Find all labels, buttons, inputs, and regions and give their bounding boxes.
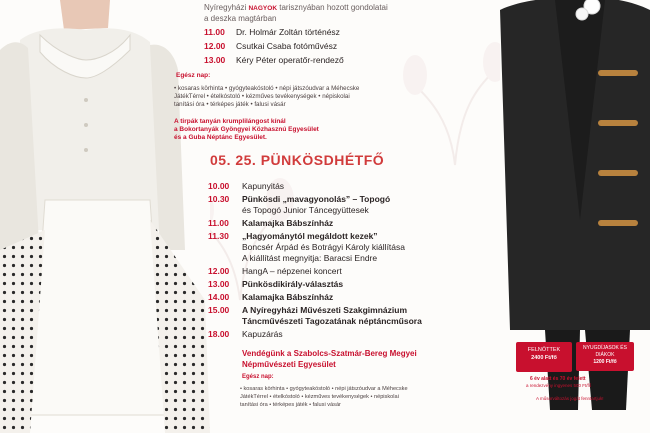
schedule-time: 11.30 bbox=[208, 231, 229, 241]
senior-label: NYUGDÍJASOK ÉS DIÁKOK bbox=[583, 345, 627, 358]
offer-line-3: és a Guba Néptánc Egyesület. bbox=[174, 134, 267, 141]
schedule-time: 18.00 bbox=[208, 329, 230, 339]
schedule-time: 11.00 bbox=[208, 218, 229, 228]
schedule-time: 13.00 bbox=[208, 279, 230, 289]
program-column bbox=[172, 0, 502, 433]
senior-price-badge bbox=[576, 342, 634, 371]
schedule-event-cont: Táncművészeti Tagozatának néptáncműsora bbox=[242, 316, 422, 326]
schedule-event-cont: és Topogó Junior Táncegyüttesek bbox=[242, 205, 369, 215]
allday-line-1c: tanítási óra • térképes játék • falusi vásár bbox=[174, 101, 286, 108]
schedule-time: 14.00 bbox=[208, 292, 230, 302]
top-event-2: Csutkai Csaba fotóművész bbox=[236, 41, 338, 51]
top-event-1: Dr. Holmár Zoltán történész bbox=[236, 27, 340, 37]
price-note-free: a rendezvény ingyenes 500 Ft/fő bbox=[526, 383, 592, 388]
allday-title-2: Egész nap: bbox=[242, 374, 274, 380]
offer-line-1: A tirpák tanyán krumplilángost kínál bbox=[174, 118, 286, 125]
top-time-1: 11.00 bbox=[204, 27, 225, 37]
schedule-time: 12.00 bbox=[208, 266, 230, 276]
allday-line-2b: JátékTérrel • ételkóstoló • kézműves tevékenységek • népiskolai bbox=[240, 394, 399, 400]
day-heading: 05. 25. PÜNKÖSDHÉTFŐ bbox=[210, 152, 385, 168]
price-box bbox=[516, 340, 634, 401]
offer-line-2: a Bokortanyák Gyöngyei Közhasznú Egyesület bbox=[174, 126, 319, 133]
schedule-event: Pünkösdi „mavagyonolás” – Topogó bbox=[242, 194, 391, 204]
price-note-age: 6 év alatt és 70 év felett bbox=[530, 376, 586, 382]
allday-line-1b: JátékTérrel • ételkóstoló • kézműves tevékenységek • népiskolai bbox=[174, 93, 350, 100]
schedule-event: Kalamajka Bábszínház bbox=[242, 218, 334, 228]
price-note-disclaimer: A műsorváltozás jogát fenntartjuk! bbox=[536, 396, 604, 401]
schedule-event: Kalamajka Bábszínház bbox=[242, 292, 334, 302]
allday-line-1a: • kosaras körhinta • gyógyteakóstoló • népi játszóudvar a Méhecske bbox=[174, 85, 360, 92]
adult-label: FELNŐTTEK bbox=[527, 347, 561, 353]
senior-price: 1200 Ft/fő bbox=[593, 359, 617, 365]
schedule-event-cont: Boncsér Árpád és Botrágyi Károly kiállítása bbox=[242, 242, 405, 252]
schedule-event: Kapuzárás bbox=[242, 329, 283, 339]
schedule-event: Pünkösdikirály-választás bbox=[242, 279, 344, 289]
guest-line-2: Népművészeti Egyesület bbox=[242, 360, 336, 369]
schedule-event: Kapunyitás bbox=[242, 181, 285, 191]
adult-price: 2400 Ft/fő bbox=[531, 355, 557, 361]
intro-line-1: Nyíregyházi NAGYOK tarisznyában hozott gondolatai bbox=[204, 3, 388, 12]
schedule-event: HangA – népzenei koncert bbox=[242, 266, 342, 276]
top-event-3: Kéry Péter operatőr-rendező bbox=[236, 55, 344, 65]
schedule-time: 15.00 bbox=[208, 305, 230, 315]
schedule-event: „Hagyománytól megáldott kezek” bbox=[242, 231, 378, 241]
top-time-2: 12.00 bbox=[204, 41, 226, 51]
allday-line-2a: • kosaras körhinta • gyógyteakóstoló • népi játszóudvar a Méhecske bbox=[240, 386, 408, 392]
allday-line-2c: tanítási óra • térképes játék • falusi vásár bbox=[240, 402, 341, 408]
intro-bold-word: NAGYOK bbox=[248, 5, 278, 12]
schedule-event: A Nyíregyházi Művészeti Szakgimnázium bbox=[242, 305, 408, 315]
schedule-event-cont: A kiállítást megnyitja: Baracsi Endre bbox=[242, 253, 378, 263]
adult-price-badge bbox=[516, 342, 572, 372]
intro-line-2: a deszka magtárban bbox=[204, 14, 277, 23]
top-time-3: 13.00 bbox=[204, 55, 226, 65]
schedule-time: 10.30 bbox=[208, 194, 230, 204]
schedule-time: 10.00 bbox=[208, 181, 230, 191]
guest-line-1: Vendégünk a Szabolcs-Szatmár-Bereg Megyei bbox=[242, 349, 417, 358]
allday-title-1: Egész nap: bbox=[176, 72, 211, 79]
